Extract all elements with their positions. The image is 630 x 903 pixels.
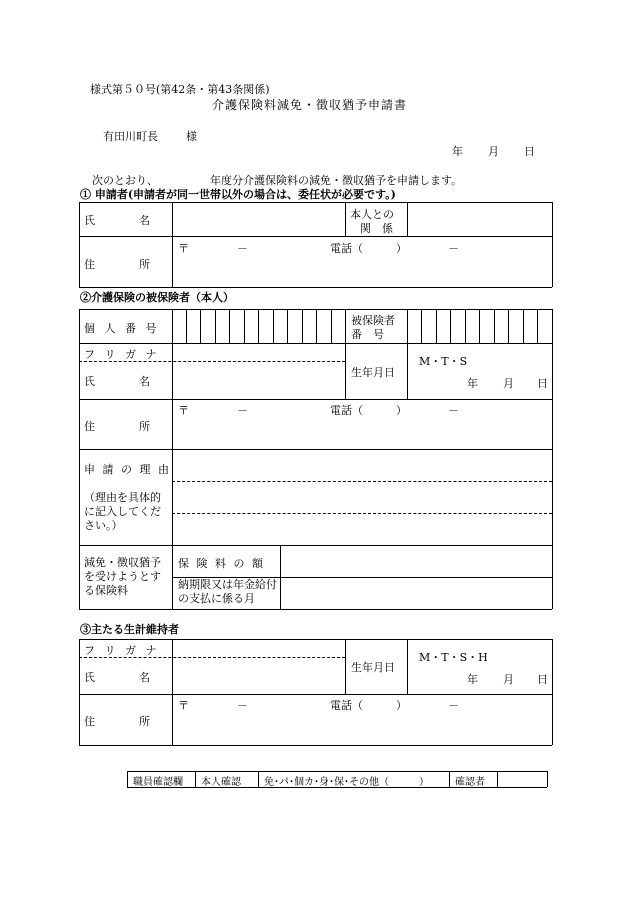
s2-reason-note: （理由を具体的に記入してください。） — [84, 491, 161, 532]
s2-birthdate-label: 生年月日 — [351, 366, 395, 379]
s3-furigana-label: フ リ ガ ナ — [84, 644, 160, 657]
honorific: 様 — [186, 130, 197, 143]
section1-heading: ① 申請者(申請者が同一世帯以外の場合は、委任状が必要です。) — [80, 188, 396, 201]
intro-text-1: 次のとおり、 — [92, 174, 158, 187]
staff-identity-check: 本人確認 — [201, 777, 241, 788]
s2-furigana-field[interactable] — [173, 344, 344, 360]
s2-insured-number-field[interactable] — [408, 310, 551, 342]
section3-heading: ③主たる生計維持者 — [80, 623, 179, 636]
s3-birth-year: 年 — [467, 673, 478, 686]
s1-postal-dash: － — [237, 242, 248, 255]
s2-birth-day: 日 — [537, 377, 548, 390]
intro-text-2: 年度分介護保険料の減免・徴収猶予を申請します。 — [210, 174, 463, 187]
s2-name-label: 氏 名 — [84, 375, 150, 388]
s3-address-label: 住 所 — [84, 715, 150, 728]
s2-deadline-field[interactable] — [281, 578, 551, 608]
s1-relation-field[interactable] — [408, 203, 551, 235]
form-number: 様式第５０号(第42条・第43条関係) — [90, 83, 270, 96]
s1-phone-dash: － — [448, 242, 459, 255]
form-title: 介護保険料減免・徴収猶予申請書 — [212, 98, 408, 112]
s2-amount-field[interactable] — [281, 546, 551, 576]
s3-era-options: M・T・S・H — [419, 651, 488, 664]
s3-phone-dash: － — [448, 699, 459, 712]
s2-address-label: 住 所 — [84, 420, 150, 433]
s2-furigana-label: フ リ ガ ナ — [84, 348, 160, 361]
s1-name-label: 氏 名 — [84, 214, 150, 227]
s1-phone-label: 電話（ ） — [330, 242, 407, 255]
s3-birthdate-label: 生年月日 — [351, 661, 395, 674]
addressee: 有田川町長 — [103, 130, 158, 143]
s1-address-label: 住 所 — [84, 258, 150, 271]
s2-reason-label: 申 請 の 理 由 — [84, 463, 171, 476]
staff-label: 職員確認欄 — [133, 777, 183, 788]
s2-postal-mark: 〒 — [178, 404, 189, 417]
s3-birthdate-field[interactable] — [408, 640, 551, 693]
date-day: 日 — [524, 145, 535, 158]
s1-postal-mark: 〒 — [178, 242, 189, 255]
staff-checker-label: 確認者 — [455, 777, 485, 788]
s2-amount-label: 保 険 料 の 額 — [178, 557, 265, 570]
s2-deadline-label: 納期限又は年金給付の支払に係る月 — [178, 578, 277, 605]
s1-relation-label-1: 本人との — [350, 208, 394, 221]
s2-era-options: M・T・S — [419, 355, 468, 368]
date-month: 月 — [488, 145, 499, 158]
date-year: 年 — [452, 145, 463, 158]
s3-birth-month: 月 — [503, 673, 514, 686]
s2-birth-month: 月 — [503, 377, 514, 390]
s3-name-label: 氏 名 — [84, 671, 150, 684]
s3-furigana-field[interactable] — [173, 640, 344, 656]
s1-name-field[interactable] — [173, 203, 344, 235]
s2-birth-year: 年 — [467, 377, 478, 390]
s2-phone-dash: － — [448, 404, 459, 417]
staff-checker-field[interactable] — [498, 772, 546, 786]
s1-relation-label-2: 関 係 — [360, 222, 393, 235]
s3-birth-day: 日 — [537, 673, 548, 686]
s2-insured-number-label-1: 被保険者 — [351, 314, 395, 327]
s2-personal-number-field[interactable] — [173, 310, 344, 342]
s3-postal-mark: 〒 — [178, 699, 189, 712]
s3-name-field[interactable] — [173, 658, 344, 693]
s3-phone-label: 電話（ ） — [330, 699, 407, 712]
s2-reason-field[interactable] — [173, 450, 551, 544]
s2-phone-label: 電話（ ） — [330, 404, 407, 417]
s2-postal-dash: － — [237, 404, 248, 417]
section2-heading: ②介護保険の被保険者（本人） — [80, 291, 234, 304]
s2-target-label: 減免・徴収猶予を受けようとする保険料 — [84, 556, 161, 597]
s2-birthdate-field[interactable] — [408, 344, 551, 398]
staff-id-types: 免･パ･個カ･身･保･その他（ ） — [264, 777, 429, 788]
s2-name-field[interactable] — [173, 362, 344, 398]
s3-postal-dash: － — [237, 699, 248, 712]
s2-insured-number-label-2: 番 号 — [351, 328, 384, 341]
s2-personal-number-label: 個 人 番 号 — [84, 322, 160, 335]
